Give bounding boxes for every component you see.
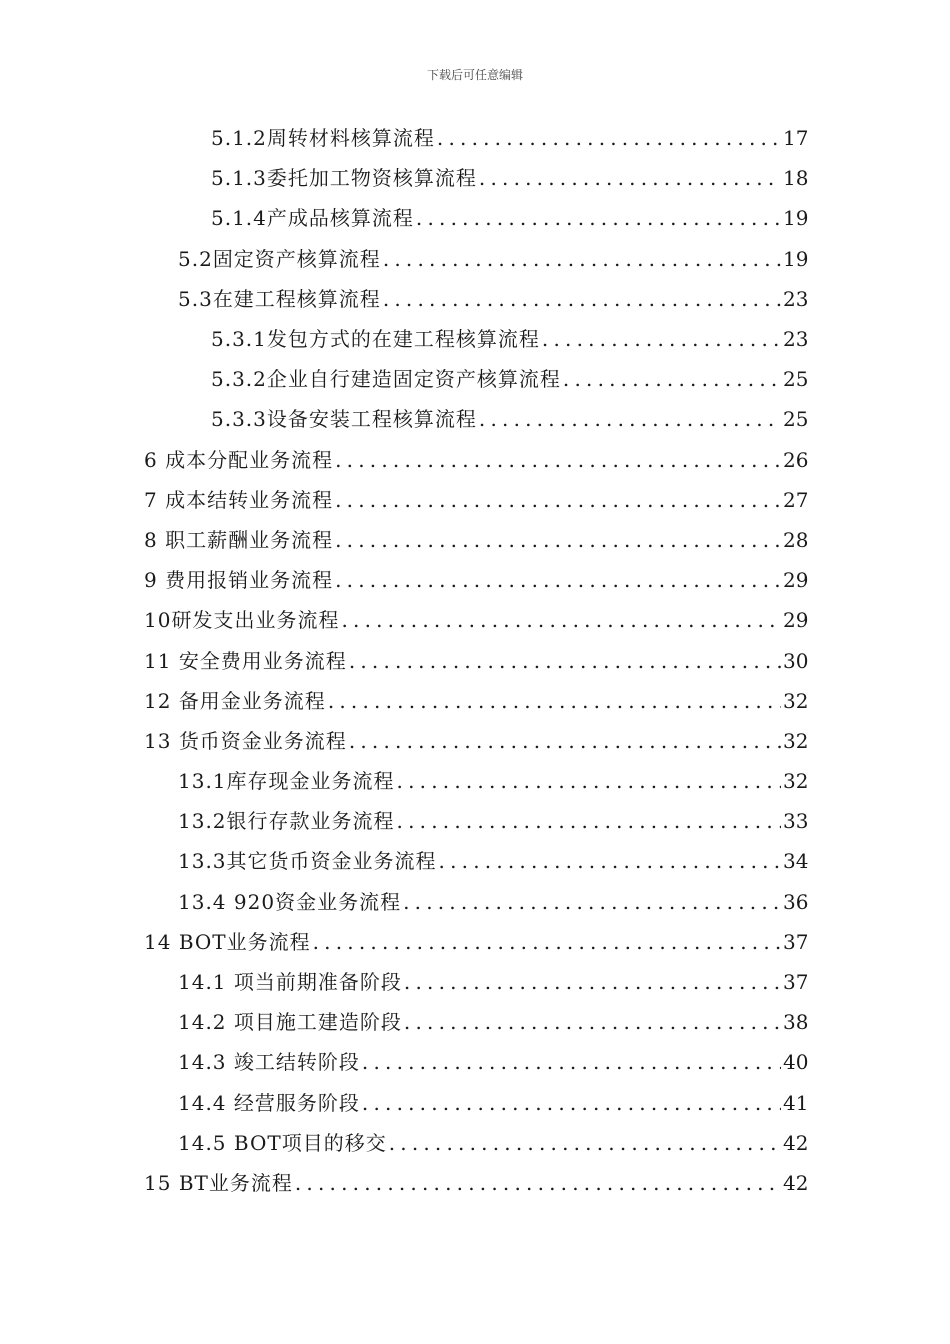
toc-entry-page-number: 17 xyxy=(783,126,809,151)
toc-entry[interactable] xyxy=(0,520,950,560)
toc-entry-line xyxy=(144,1170,809,1195)
toc-entry-line xyxy=(178,889,809,914)
toc-entry-page-number: 25 xyxy=(783,367,809,392)
toc-entry-page-number: 32 xyxy=(783,728,809,753)
toc-entry-number: 14.2 xyxy=(178,1010,234,1035)
toc-entry[interactable] xyxy=(0,560,950,600)
toc-entry-title: 委托加工物资核算流程 xyxy=(266,166,477,191)
toc-entry-line xyxy=(211,166,809,191)
toc-entry-title: 库存现金业务流程 xyxy=(226,769,395,794)
toc-entry-page-number: 37 xyxy=(783,929,809,954)
toc-entry-line xyxy=(211,126,809,151)
toc-entry-line xyxy=(211,407,809,432)
toc-entry-line xyxy=(178,809,809,834)
toc-entry-page-number: 36 xyxy=(783,889,809,914)
toc-entry-title: 职工薪酬业务流程 xyxy=(165,527,334,552)
toc-entry-title: 备用金业务流程 xyxy=(178,688,326,713)
toc-dot-leader xyxy=(349,729,781,753)
toc-entry-line xyxy=(144,929,809,954)
toc-entry-title: 经营服务阶段 xyxy=(233,1090,360,1115)
toc-entry-number: 5.3 xyxy=(178,286,213,311)
toc-entry[interactable] xyxy=(0,1163,950,1203)
toc-dot-leader xyxy=(335,488,781,512)
toc-entry-line xyxy=(178,849,809,874)
toc-entry[interactable] xyxy=(0,801,950,841)
toc-entry[interactable] xyxy=(0,279,950,319)
toc-entry-title: BT业务流程 xyxy=(178,1170,293,1195)
toc-entry-page-number: 27 xyxy=(783,487,809,512)
toc-dot-leader xyxy=(397,809,781,833)
toc-entry-title: 发包方式的在建工程核算流程 xyxy=(266,327,540,352)
toc-entry-title: 设备安装工程核算流程 xyxy=(266,407,477,432)
toc-dot-leader xyxy=(403,890,781,914)
toc-entry-number: 13.4 xyxy=(178,889,234,914)
toc-entry-line xyxy=(144,527,809,552)
toc-dot-leader xyxy=(397,769,781,793)
toc-entry-page-number: 32 xyxy=(783,688,809,713)
toc-dot-leader xyxy=(416,206,781,230)
toc-entry[interactable] xyxy=(0,681,950,721)
toc-dot-leader xyxy=(295,1171,781,1195)
toc-entry[interactable] xyxy=(0,118,950,158)
toc-entry-title: 项当前期准备阶段 xyxy=(233,970,402,995)
table-of-contents xyxy=(0,118,950,1203)
toc-entry-line xyxy=(178,1050,809,1075)
toc-entry-page-number: 26 xyxy=(783,447,809,472)
toc-entry[interactable] xyxy=(0,721,950,761)
toc-entry-number: 5.1.2 xyxy=(211,126,267,151)
toc-entry-page-number: 23 xyxy=(783,327,809,352)
toc-entry[interactable] xyxy=(0,480,950,520)
toc-entry-title: 费用报销业务流程 xyxy=(165,568,334,593)
toc-entry[interactable] xyxy=(0,239,950,279)
toc-dot-leader xyxy=(341,608,781,632)
toc-entry-number: 9 xyxy=(144,568,166,593)
toc-entry-title: 企业自行建造固定资产核算流程 xyxy=(266,367,561,392)
toc-entry[interactable] xyxy=(0,440,950,480)
toc-dot-leader xyxy=(437,126,781,150)
toc-entry[interactable] xyxy=(0,841,950,881)
toc-entry-number: 5.3.3 xyxy=(211,407,267,432)
toc-entry-title: BOT项目的移交 xyxy=(233,1130,387,1155)
toc-entry-line xyxy=(211,367,809,392)
toc-entry[interactable] xyxy=(0,319,950,359)
toc-entry-line xyxy=(144,608,809,633)
toc-entry-number: 5.3.2 xyxy=(211,367,267,392)
toc-entry[interactable] xyxy=(0,359,950,399)
toc-entry-number: 6 xyxy=(144,447,166,472)
toc-entry-title: 920资金业务流程 xyxy=(233,889,402,914)
toc-entry[interactable] xyxy=(0,922,950,962)
toc-entry[interactable] xyxy=(0,1083,950,1123)
toc-dot-leader xyxy=(479,166,781,190)
toc-entry-number: 14.1 xyxy=(178,970,234,995)
toc-entry-line xyxy=(144,728,809,753)
toc-entry-number: 13.1 xyxy=(178,769,227,794)
toc-entry-number: 12 xyxy=(144,688,179,713)
toc-entry-number: 5.1.3 xyxy=(211,166,267,191)
toc-entry-page-number: 32 xyxy=(783,769,809,794)
toc-entry[interactable] xyxy=(0,640,950,680)
toc-entry[interactable] xyxy=(0,1002,950,1042)
toc-entry-page-number: 41 xyxy=(783,1090,809,1115)
toc-entry-line xyxy=(144,568,809,593)
toc-dot-leader xyxy=(362,1050,781,1074)
toc-entry-title: 银行存款业务流程 xyxy=(226,809,395,834)
toc-entry-line xyxy=(144,688,809,713)
toc-entry[interactable] xyxy=(0,399,950,439)
toc-entry-title: 固定资产核算流程 xyxy=(212,246,381,271)
toc-entry[interactable] xyxy=(0,600,950,640)
toc-entry-number: 14 xyxy=(144,929,179,954)
toc-dot-leader xyxy=(383,287,781,311)
toc-dot-leader xyxy=(404,1010,781,1034)
toc-entry-title: BOT业务流程 xyxy=(178,929,311,954)
toc-dot-leader xyxy=(383,247,781,271)
toc-entry-title: 成本结转业务流程 xyxy=(165,487,334,512)
toc-entry-title: 货币资金业务流程 xyxy=(178,728,347,753)
toc-entry-line xyxy=(178,1010,809,1035)
toc-dot-leader xyxy=(335,528,781,552)
toc-entry-line xyxy=(144,447,809,472)
toc-entry[interactable] xyxy=(0,198,950,238)
toc-entry-line xyxy=(178,286,809,311)
toc-entry[interactable] xyxy=(0,1042,950,1082)
toc-entry-number: 7 xyxy=(144,487,166,512)
toc-entry-number: 14.5 xyxy=(178,1130,234,1155)
toc-dot-leader xyxy=(439,849,781,873)
toc-entry-number: 5.1.4 xyxy=(211,206,267,231)
toc-entry-number: 5.3.1 xyxy=(211,327,267,352)
toc-dot-leader xyxy=(313,930,781,954)
toc-entry-page-number: 40 xyxy=(783,1050,809,1075)
toc-dot-leader xyxy=(362,1091,781,1115)
toc-entry-page-number: 38 xyxy=(783,1010,809,1035)
toc-entry-number: 14.4 xyxy=(178,1090,234,1115)
toc-entry-line xyxy=(178,970,809,995)
toc-dot-leader xyxy=(328,689,781,713)
toc-entry-number: 14.3 xyxy=(178,1050,234,1075)
toc-entry-page-number: 30 xyxy=(783,648,809,673)
toc-entry-line xyxy=(211,327,809,352)
toc-entry[interactable] xyxy=(0,962,950,1002)
toc-dot-leader xyxy=(563,367,781,391)
toc-dot-leader xyxy=(404,970,781,994)
toc-entry-number: 13 xyxy=(144,728,179,753)
toc-dot-leader xyxy=(349,649,781,673)
toc-entry-page-number: 42 xyxy=(783,1130,809,1155)
toc-dot-leader xyxy=(335,568,781,592)
toc-entry-page-number: 19 xyxy=(783,246,809,271)
toc-entry[interactable] xyxy=(0,761,950,801)
page-header: 下载后可任意编辑 xyxy=(426,68,523,82)
toc-entry-page-number: 37 xyxy=(783,970,809,995)
toc-entry-page-number: 33 xyxy=(783,809,809,834)
toc-entry-line xyxy=(144,648,809,673)
toc-entry-title: 项目施工建造阶段 xyxy=(233,1010,402,1035)
toc-entry-title: 安全费用业务流程 xyxy=(178,648,347,673)
toc-entry[interactable] xyxy=(0,158,950,198)
toc-entry-page-number: 42 xyxy=(783,1170,809,1195)
toc-entry-title: 其它货币资金业务流程 xyxy=(226,849,437,874)
toc-dot-leader xyxy=(542,327,781,351)
toc-entry-number: 10 xyxy=(144,608,172,633)
toc-entry-page-number: 25 xyxy=(783,407,809,432)
toc-entry-number: 13.2 xyxy=(178,809,227,834)
toc-dot-leader xyxy=(335,448,781,472)
toc-entry-title: 成本分配业务流程 xyxy=(165,447,334,472)
toc-entry-line xyxy=(178,246,809,271)
toc-entry-page-number: 28 xyxy=(783,527,809,552)
toc-entry-page-number: 18 xyxy=(783,166,809,191)
toc-entry-page-number: 23 xyxy=(783,286,809,311)
toc-entry-title: 周转材料核算流程 xyxy=(266,126,435,151)
toc-entry-page-number: 29 xyxy=(783,568,809,593)
toc-entry-line xyxy=(144,487,809,512)
toc-entry-number: 13.3 xyxy=(178,849,227,874)
toc-entry[interactable] xyxy=(0,882,950,922)
toc-entry-number: 8 xyxy=(144,527,166,552)
toc-entry[interactable] xyxy=(0,1123,950,1163)
toc-entry-page-number: 29 xyxy=(783,608,809,633)
toc-entry-line xyxy=(178,769,809,794)
toc-entry-line xyxy=(178,1130,809,1155)
toc-entry-number: 5.2 xyxy=(178,246,213,271)
toc-entry-page-number: 34 xyxy=(783,849,809,874)
toc-entry-title: 竣工结转阶段 xyxy=(233,1050,360,1075)
toc-entry-number: 15 xyxy=(144,1170,179,1195)
toc-dot-leader xyxy=(479,407,781,431)
toc-dot-leader xyxy=(389,1131,781,1155)
toc-entry-title: 研发支出业务流程 xyxy=(171,608,340,633)
toc-entry-number: 11 xyxy=(144,648,179,673)
toc-entry-line xyxy=(211,206,809,231)
toc-entry-line xyxy=(178,1090,809,1115)
toc-entry-title: 在建工程核算流程 xyxy=(212,286,381,311)
toc-entry-page-number: 19 xyxy=(783,206,809,231)
toc-entry-title: 产成品核算流程 xyxy=(266,206,414,231)
